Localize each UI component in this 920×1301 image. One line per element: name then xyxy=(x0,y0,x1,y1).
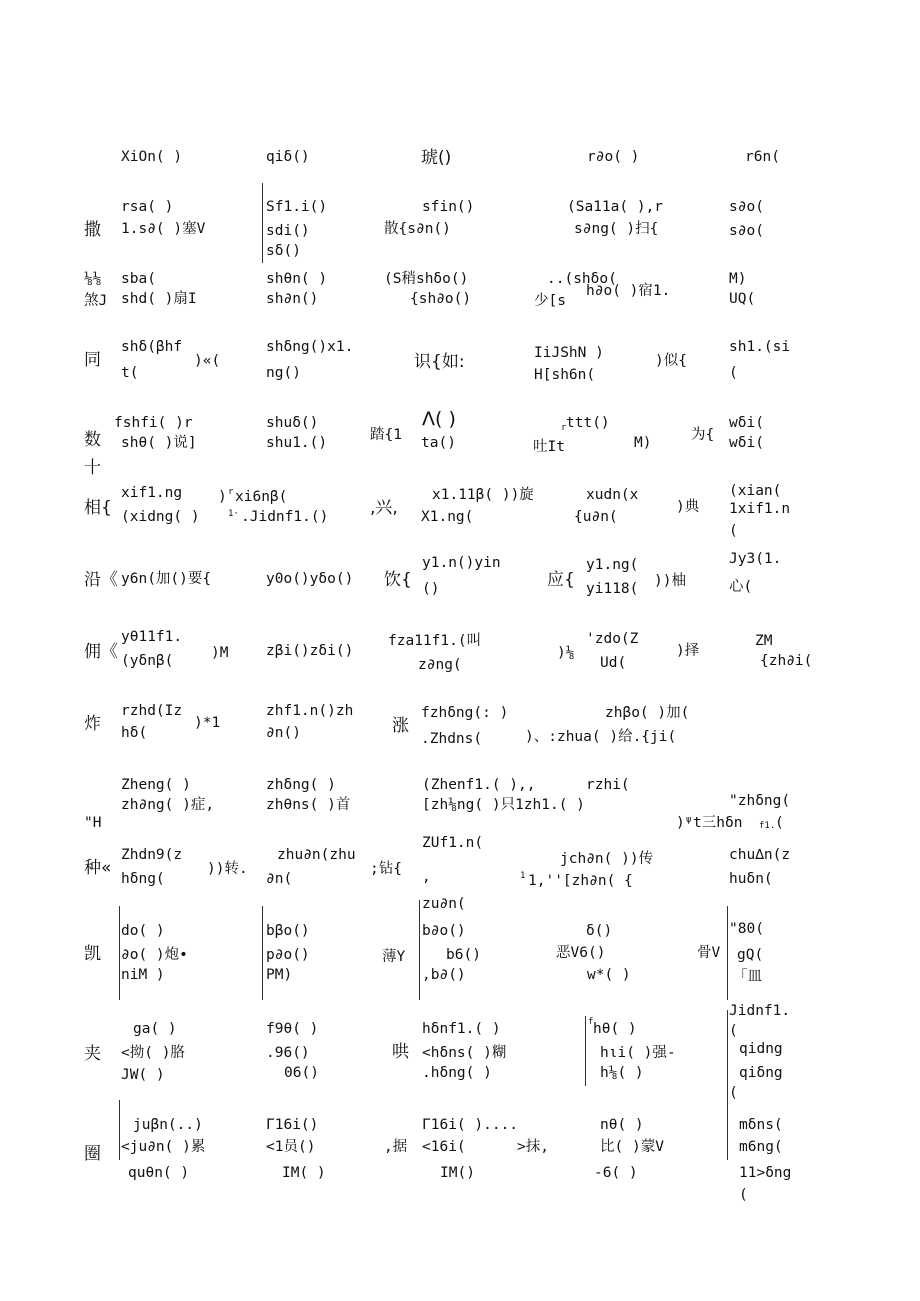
entry-text: ga( ) xyxy=(133,1021,177,1037)
entry-text: 撒 xyxy=(84,220,101,240)
entry-text: 沿《 xyxy=(84,570,118,590)
entry-text: sh∂n() xyxy=(266,291,319,307)
entry-text: .hδng( ) xyxy=(422,1065,492,1081)
entry-text: (xian( xyxy=(729,483,782,499)
entry-text: <拗( )胳 xyxy=(121,1045,185,1061)
entry-text: )⅛ xyxy=(557,645,575,661)
entry-text: ..(shδo( xyxy=(547,271,617,287)
entry-text: Λ( ) xyxy=(422,408,456,430)
entry-text: )典 xyxy=(676,499,700,515)
entry-text: ψ xyxy=(686,815,692,825)
entry-text: Ud( xyxy=(600,655,627,671)
entry-text: 少[s xyxy=(534,293,566,309)
entry-text: zhδng( ) xyxy=(266,777,336,793)
entry-text: wδi( xyxy=(729,435,764,451)
entry-text: <ju∂n( )累 xyxy=(121,1139,206,1155)
entry-text: ,据 xyxy=(384,1139,408,1155)
entry-text: >抹, xyxy=(517,1139,549,1155)
entry-text: shδ(βhf xyxy=(121,339,183,355)
entry-text: 1.s∂( )塞V xyxy=(121,221,206,237)
entry-text: sh1.(si xyxy=(729,339,791,355)
entry-text: ∂o( )炮• xyxy=(121,947,188,963)
entry-text: "80( xyxy=(729,921,764,937)
entry-text: r xyxy=(561,423,567,433)
entry-text: ,b∂() xyxy=(422,967,466,983)
entry-text: rsa( ) xyxy=(121,199,174,215)
entry-text: h⅛( ) xyxy=(600,1065,644,1081)
entry-text: )M xyxy=(211,645,229,661)
entry-text: f1. xyxy=(759,821,776,831)
entry-text: 煞J xyxy=(84,293,108,309)
entry-text: UQ( xyxy=(729,291,756,307)
entry-text: "zhδng( xyxy=(729,793,791,809)
entry-text: s∂o( xyxy=(729,223,764,239)
entry-text: IiJShN ) xyxy=(534,345,604,361)
entry-text: shδng()x1. xyxy=(266,339,354,355)
entry-text: z∂ng( xyxy=(418,657,462,673)
entry-text: rzhd(Iz xyxy=(121,703,183,719)
entry-text: H[sh6n( xyxy=(534,367,596,383)
entry-text: f xyxy=(588,1017,594,1027)
entry-text: 恶V6() xyxy=(556,945,606,961)
entry-text: {zh∂i( xyxy=(760,653,813,669)
entry-text: x1.11β( ))旋 xyxy=(432,487,534,503)
entry-text: wδi( xyxy=(729,415,764,431)
entry-text: niM ) xyxy=(121,967,165,983)
entry-text: 相{ xyxy=(84,498,112,518)
entry-text: 十 xyxy=(84,458,101,478)
entry-text: IM() xyxy=(440,1165,475,1181)
entry-text: )、:zhua( )给.{ji( xyxy=(525,729,677,745)
entry-text: f9θ( ) xyxy=(266,1021,319,1037)
entry-text: .96() xyxy=(266,1045,310,1061)
entry-text: ;钻{ xyxy=(370,861,402,877)
entry-text: ))转. xyxy=(207,861,248,877)
entry-text: 圈 xyxy=(84,1144,101,1164)
entry-text: ∂n( xyxy=(266,871,293,887)
entry-text: 吐It xyxy=(533,439,565,455)
entry-text: t( xyxy=(121,365,139,381)
entry-text: 踏{1 xyxy=(370,427,402,443)
entry-text: "H xyxy=(84,815,102,831)
entry-text: 识{如: xyxy=(414,352,465,372)
entry-text: <1员() xyxy=(266,1139,316,1155)
entry-text: <16i( xyxy=(422,1139,466,1155)
entry-text: ( xyxy=(729,523,738,539)
entry-text: hθ( ) xyxy=(593,1021,637,1037)
entry-text: (Zhenf1.( ),, xyxy=(422,777,536,793)
entry-text: ))柚 xyxy=(654,573,686,589)
entry-text: yi118( xyxy=(586,581,639,597)
entry-text: 应{ xyxy=(547,570,575,590)
entry-text: mδns( xyxy=(739,1117,783,1133)
entry-text: 1,''[zh∂n( { xyxy=(528,873,633,889)
entry-text: 06() xyxy=(284,1065,319,1081)
entry-text: 凯 xyxy=(84,944,101,964)
entry-text: ta() xyxy=(421,435,456,451)
entry-text: [zh⅛ng( )只1zh1.( ) xyxy=(422,797,585,813)
entry-text: sdi() xyxy=(266,223,310,239)
bracket-line xyxy=(585,1016,586,1086)
entry-text: ,兴, xyxy=(370,498,398,518)
entry-text: ( xyxy=(729,1085,738,1101)
entry-text: XiOn( ) xyxy=(121,149,183,165)
entry-text: JW( ) xyxy=(121,1067,165,1083)
entry-text: Sf1.i() xyxy=(266,199,328,215)
entry-text: 夹 xyxy=(84,1044,101,1064)
entry-text: xudn(x xyxy=(586,487,639,503)
entry-text: )*1 xyxy=(194,715,221,731)
entry-text: sfin() xyxy=(422,199,475,215)
entry-text: s∂o( xyxy=(729,199,764,215)
entry-text: yθ11f1. xyxy=(121,629,183,645)
bracket-line xyxy=(419,900,420,1000)
entry-text: shd( )扇I xyxy=(121,291,197,307)
entry-text: ( xyxy=(729,365,738,381)
entry-text: do( ) xyxy=(121,923,165,939)
entry-text: r∂o( ) xyxy=(587,149,640,165)
entry-text: ttt() xyxy=(566,415,610,431)
entry-text: zhf1.n()zh xyxy=(266,703,354,719)
entry-text: 1 xyxy=(520,871,526,881)
entry-text: ∂n() xyxy=(266,725,301,741)
entry-text: jch∂n( ))传 xyxy=(560,851,654,867)
entry-text: p∂o() xyxy=(266,947,310,963)
entry-text: PM) xyxy=(266,967,293,983)
entry-text: w*( ) xyxy=(587,967,631,983)
entry-text: 1· xyxy=(228,509,239,519)
entry-text: (S稍shδo() xyxy=(384,271,469,287)
entry-text: r xyxy=(228,487,234,497)
entry-text: hδnf1.( ) xyxy=(422,1021,501,1037)
entry-text: 佣《 xyxy=(84,642,118,662)
entry-text: sδ() xyxy=(266,243,301,259)
entry-text: b6() xyxy=(446,947,481,963)
entry-text: Zhdn9(z xyxy=(121,847,183,863)
entry-text: 'zdo(Z xyxy=(586,631,639,647)
entry-text: juβn(..) xyxy=(133,1117,203,1133)
entry-text: ⅛⅛ xyxy=(84,271,102,287)
entry-text: X1.ng( xyxy=(421,509,474,525)
entry-text: .Jidnf1.() xyxy=(241,509,329,525)
entry-text: ( xyxy=(775,815,784,831)
entry-text: 饮{ xyxy=(384,570,412,590)
entry-text: 数 xyxy=(84,430,101,450)
entry-text: 薄Y xyxy=(382,949,406,965)
bracket-line xyxy=(262,183,263,263)
entry-text: zu∂n( xyxy=(422,896,466,912)
entry-text: huδn( xyxy=(729,871,773,887)
entry-text: shθn( ) xyxy=(266,271,328,287)
entry-text: s∂ng( )扫{ xyxy=(574,221,659,237)
entry-text: M) xyxy=(634,435,652,451)
entry-text: xi6nβ( xyxy=(235,489,288,505)
entry-text: y0o()yδo() xyxy=(266,571,354,587)
entry-text: () xyxy=(422,581,440,597)
bracket-line xyxy=(727,906,728,1000)
entry-text: bβo() xyxy=(266,923,310,939)
entry-text: xif1.ng xyxy=(121,485,183,501)
entry-text: r6n( xyxy=(745,149,780,165)
entry-text: shθ( )说] xyxy=(121,435,197,451)
entry-text: 11>δng xyxy=(739,1165,792,1181)
bracket-line xyxy=(119,1100,120,1160)
entry-text: rzhi( xyxy=(586,777,630,793)
entry-text: ZUf1.n( xyxy=(422,835,484,851)
entry-text: zhθns( )首 xyxy=(266,797,351,813)
entry-text: fshfi( )r xyxy=(114,415,193,431)
entry-text: (Sa11a( ),r xyxy=(567,199,664,215)
entry-text: m6ng( xyxy=(739,1139,783,1155)
entry-text: ZM xyxy=(755,633,773,649)
entry-text: qiδng xyxy=(739,1065,783,1081)
entry-text: 心( xyxy=(729,579,753,595)
entry-text: zh∂ng( )症, xyxy=(121,797,215,813)
bracket-line xyxy=(262,906,263,1000)
entry-text: 哄 xyxy=(392,1042,409,1062)
entry-text: δ() xyxy=(586,923,613,939)
bracket-line xyxy=(727,1010,728,1160)
entry-text: Jidnf1. xyxy=(729,1003,791,1019)
entry-text: -6( ) xyxy=(594,1165,638,1181)
entry-text: .Zhdns( xyxy=(421,731,483,747)
entry-text: 散{s∂n() xyxy=(384,221,451,237)
entry-text: 涨 xyxy=(392,716,409,736)
entry-text: ) xyxy=(676,815,685,831)
entry-text: {u∂n( xyxy=(574,509,618,525)
entry-text: shuδ() xyxy=(266,415,319,431)
entry-text: zhβo( )加( xyxy=(605,705,690,721)
entry-text: IM( ) xyxy=(282,1165,326,1181)
entry-text: ng() xyxy=(266,365,301,381)
entry-text: 同 xyxy=(84,350,101,370)
entry-text: sba( xyxy=(121,271,156,287)
entry-text: 为{ xyxy=(691,427,715,443)
entry-text: 1xif1.n xyxy=(729,501,791,517)
entry-text: h∂o( )宿1. xyxy=(586,283,671,299)
entry-text: hιi( )强- xyxy=(600,1045,676,1061)
entry-text: y1.ng( xyxy=(586,557,639,573)
entry-text: )似{ xyxy=(655,353,687,369)
entry-text: Zheng( ) xyxy=(121,777,191,793)
entry-text: Jy3(1. xyxy=(729,551,782,567)
entry-text: zhu∂n(zhu xyxy=(277,847,356,863)
entry-text: shu1.() xyxy=(266,435,328,451)
entry-text: Γ16i() xyxy=(266,1117,319,1133)
entry-text: ( xyxy=(739,1187,748,1203)
entry-text: 炸 xyxy=(84,714,101,734)
entry-text: (yδnβ( xyxy=(121,653,174,669)
entry-text: )«( xyxy=(194,353,221,369)
bracket-line xyxy=(119,906,120,1000)
entry-text: 比( )蒙V xyxy=(600,1139,664,1155)
entry-text: <hδns( )糊 xyxy=(422,1045,507,1061)
entry-text: 琥() xyxy=(421,148,452,168)
entry-text: )择 xyxy=(676,643,700,659)
entry-text: y6n(加()要{ xyxy=(121,571,212,587)
entry-text: 骨V xyxy=(697,945,721,961)
entry-text: hδ( xyxy=(121,725,148,741)
entry-text: ) xyxy=(218,489,227,505)
entry-text: nθ( ) xyxy=(600,1117,644,1133)
entry-text: qiδ() xyxy=(266,149,310,165)
entry-text: fzhδng(: ) xyxy=(421,705,509,721)
entry-text: , xyxy=(422,869,431,885)
entry-text: (xidng( ) xyxy=(121,509,200,525)
entry-text: Γ16i( ).... xyxy=(422,1117,519,1133)
entry-text: t三hδn xyxy=(693,815,743,831)
entry-text: quθn( ) xyxy=(128,1165,190,1181)
entry-text: chu∆n(z xyxy=(729,847,791,863)
entry-text: ( xyxy=(729,1023,738,1039)
entry-text: 种« xyxy=(84,858,112,878)
entry-text: fza11f1.(叫 xyxy=(388,633,482,649)
entry-text: 「皿 xyxy=(733,969,762,985)
entry-text: hδng( xyxy=(121,871,165,887)
entry-text: {sh∂o() xyxy=(410,291,472,307)
entry-text: M) xyxy=(729,271,747,287)
entry-text: b∂o() xyxy=(422,923,466,939)
entry-text: qidng xyxy=(739,1041,783,1057)
entry-text: zβi()zδi() xyxy=(266,643,354,659)
entry-text: gQ( xyxy=(737,947,764,963)
entry-text: y1.n()yin xyxy=(422,555,501,571)
